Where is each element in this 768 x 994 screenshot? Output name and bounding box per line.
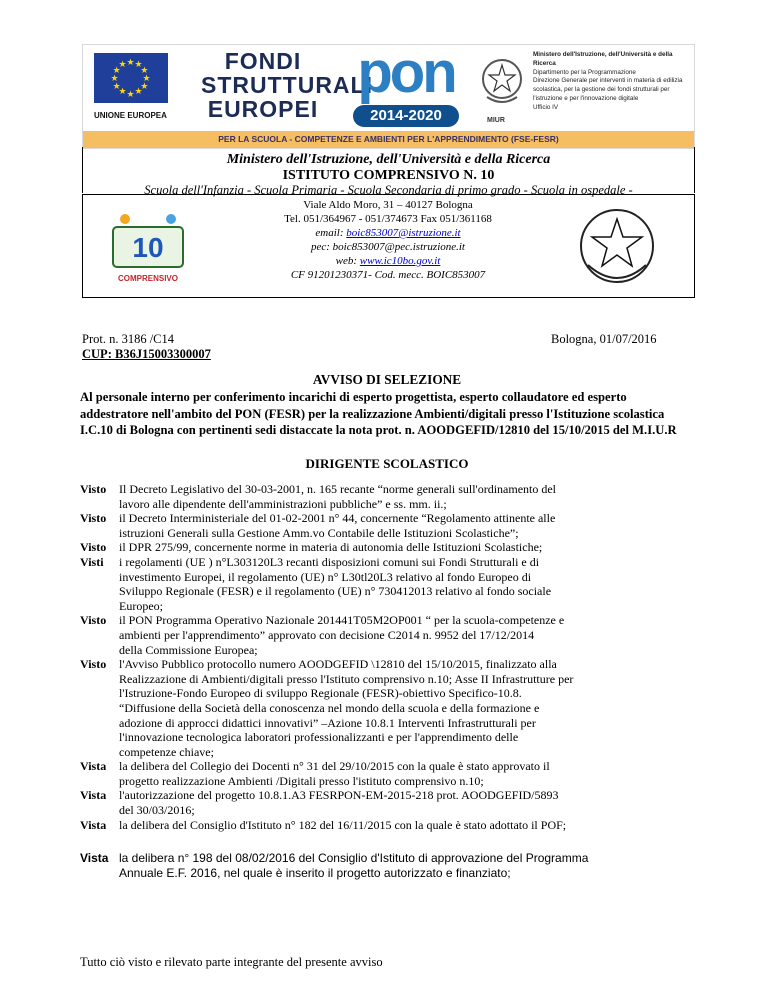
premise-continuation — [80, 584, 700, 599]
protocol-number: Prot. n. 3186 /C14 — [82, 332, 175, 346]
premise-keyword: Visto — [80, 540, 107, 555]
pon-banner — [82, 40, 695, 149]
eu-star-icon: ★ — [126, 56, 135, 67]
pon-years: 2014-2020 — [353, 105, 459, 127]
eu-star-icon: ★ — [112, 80, 121, 91]
premise-item — [80, 818, 700, 833]
document-subject: Al personale interno per conferimento incarichi di esperto progettista, esperto collaudatore ed esperto addestratore nell'ambito del PON (FESR) per la realizzazione Ambienti/digitali presso l'Istituzione scolastica I.C.10 di Bologna con pertinenti sedi distaccate la nota prot. n. AOODGEFID/12810 del 15/10/2015 del M.I.U.R — [80, 390, 677, 438]
premise-text: il Decreto Interministeriale del 01-02-2001 n° 44, concernente “Regolamento attinente alle — [119, 511, 556, 526]
institute-name: ISTITUTO COMPRENSIVO N. 10 — [282, 168, 495, 183]
premise-text: Realizzazione di Ambienti/digitali presso l'Istituto comprensivo n.10; Asse II Infrastrutture per — [119, 671, 574, 686]
premise-text: della Commissione Europea; — [119, 642, 258, 657]
ministry-title: Ministero dell'Istruzione, dell'Università e della Ricerca — [226, 152, 551, 167]
premise-continuation — [80, 730, 700, 745]
premise-continuation — [80, 745, 700, 760]
premise-text: del 30/03/2016; — [119, 803, 195, 818]
web-link[interactable]: www.ic10bo.gov.it — [359, 255, 441, 267]
italian-emblem-icon — [479, 53, 525, 109]
premise-continuation — [80, 497, 700, 512]
premise-continuation — [80, 686, 700, 701]
institute-header — [82, 147, 695, 197]
premise-item — [80, 511, 700, 526]
premise-text: investimento Europei, il regolamento (UE) n° L30tl20L3 relativo al fondo Europeo di — [119, 569, 532, 584]
cf-line: CF 91201230371- Cod. mecc. BOIC853007 — [290, 269, 486, 281]
premise-text: progetto realizzazione Ambienti /Digitali presso l'istituto comprensivo n.10; — [119, 773, 484, 788]
premise-text: Annuale E.F. 2016, nel quale è inserito il progetto autorizzato e finanziato; — [119, 865, 511, 880]
email-link[interactable]: boic853007@istruzione.it — [346, 227, 461, 239]
premise-item — [80, 555, 700, 570]
premise-item — [80, 759, 700, 774]
premise-text: la delibera del Consiglio d'Istituto n° 182 del 16/11/2015 con la quale è stato adottato il POF; — [119, 817, 567, 832]
premise-continuation — [80, 774, 700, 789]
miur-label: MIUR — [487, 117, 505, 124]
banner-strip: PER LA SCUOLA - COMPETENZE E AMBIENTI PER L'APPRENDIMENTO (FSE-FESR) — [83, 131, 694, 148]
ministry-department-text: Ministero dell'Istruzione, dell'Università e della Ricerca Dipartimento per la Programmazione Direzione Generale per interventi in materia di edilizia scolastica, per la gestione dei fondi strutturali per l'istruzione e per l'innovazione digitale Ufficio IV — [533, 51, 683, 111]
italian-republic-emblem-icon — [576, 205, 658, 287]
closing-text: Tutto ciò visto e rilevato parte integrante del presente avviso — [80, 955, 383, 969]
document-date: Bologna, 01/07/2016 — [551, 332, 657, 346]
premise-item — [80, 657, 700, 672]
premise-continuation — [80, 866, 700, 881]
premise-item — [80, 482, 700, 497]
premise-text: l'autorizzazione del progetto 10.8.1.A3 FESRPON-EM-2015-218 prot. AOODGEFID/5893 — [119, 788, 559, 803]
premise-keyword: Visto — [80, 482, 107, 496]
premise-item — [80, 851, 700, 866]
email-line: email: boic853007@istruzione.it — [315, 227, 461, 239]
premises-list — [80, 482, 700, 880]
premise-text: l'innovazione tecnologica laboratori professionalizzanti e per l'apprendimento delle — [119, 730, 519, 745]
eu-star-icon: ★ — [112, 64, 121, 75]
premise-keyword: Visti — [80, 554, 104, 569]
premise-text: l'Avviso Pubblico protocollo numero AOODGEFID \12810 del 15/10/2015, finalizzato alla — [119, 657, 557, 672]
premise-text: competenze chiave; — [119, 744, 214, 759]
eu-flag-icon — [94, 53, 168, 103]
document-title: AVVISO DI SELEZIONE — [312, 372, 462, 387]
eu-star-icon: ★ — [118, 58, 127, 69]
premise-text: i regolamenti (UE ) n°L303120L3 recanti disposizioni comuni sui Fondi Strutturali e di — [119, 554, 540, 569]
school-logo-icon — [105, 205, 191, 291]
premise-text: Europeo; — [119, 598, 163, 613]
eu-star-icon: ★ — [140, 64, 149, 75]
eu-label: UNIONE EUROPEA — [94, 111, 167, 120]
premise-text: ambienti per l'apprendimento” approvato con decisione C2014 n. 9952 del 17/12/2014 — [119, 627, 535, 642]
web-line: web: www.ic10bo.gov.it — [335, 255, 441, 267]
dirigente-heading: DIRIGENTE SCOLASTICO — [305, 456, 469, 471]
eu-star-icon: ★ — [140, 80, 149, 91]
cup-code: CUP: B36J15003300007 — [82, 347, 211, 361]
premise-text: lavoro alle dipendente dell'amministrazioni pubbliche” e ss. mm. ii.; — [119, 496, 447, 511]
premise-continuation — [80, 643, 700, 658]
svg-text:10: 10 — [132, 232, 164, 263]
premise-keyword: Visto — [80, 613, 107, 628]
eu-star-icon: ★ — [110, 72, 119, 83]
premise-keyword: Vista — [80, 817, 107, 832]
premise-keyword: Vista — [80, 851, 109, 866]
pon-logo: pon 2014-2020 — [341, 47, 471, 131]
eu-star-icon: ★ — [118, 86, 127, 97]
premise-text: “Diffusione della Società della conoscenza nel mondo della scuola e della formazione e — [119, 700, 540, 715]
premise-continuation — [80, 803, 700, 818]
premise-text: istruzioni Generali sulla Gestione Amm.vo Contabile delle Istituzioni Scolastiche”; — [119, 525, 519, 540]
premise-continuation — [80, 672, 700, 687]
address: Viale Aldo Moro, 31 – 40127 Bologna — [303, 199, 473, 211]
school-types: Scuola dell'Infanzia - Scuola Primaria - Scuola Secondaria di primo grado - Scuola in ospedale - — [144, 183, 633, 197]
contact-info — [213, 198, 563, 282]
premise-continuation — [80, 599, 700, 614]
premise-continuation — [80, 570, 700, 585]
premise-item — [80, 540, 700, 555]
eu-star-icon: ★ — [126, 88, 135, 99]
premise-keyword: Visto — [80, 657, 107, 672]
contact-box — [82, 194, 695, 298]
premise-text: il PON Programma Operativo Nazionale 201441T05M2OP001 “ per la scuola-competenze e — [119, 613, 565, 628]
premise-text: la delibera n° 198 del 08/02/2016 del Consiglio d'Istituto di approvazione del Programma — [119, 851, 589, 866]
premise-continuation — [80, 628, 700, 643]
premise-text: Il Decreto Legislativo del 30-03-2001, n. 165 recante “norme generali sull'ordinamento del — [119, 482, 557, 496]
premise-item — [80, 613, 700, 628]
premise-continuation — [80, 716, 700, 731]
fondi-strutturali-logo: FONDI STRUTTURALI EUROPEI — [201, 48, 373, 122]
premise-text: il DPR 275/99, concernente norme in materia di autonomia delle Istituzioni Scolastiche; — [119, 540, 543, 555]
phone: Tel. 051/364967 - 051/374673 Fax 051/361168 — [284, 213, 492, 225]
premise-continuation — [80, 526, 700, 541]
premise-keyword: Visto — [80, 511, 107, 526]
svg-text:COMPRENSIVO: COMPRENSIVO — [117, 274, 179, 283]
premise-text: adozione di approcci didattici innovativi” –Azione 10.8.1 Interventi Infrastrutturali per — [119, 715, 536, 730]
pec-line: pec: boic853007@pec.istruzione.it — [310, 241, 465, 253]
eu-star-icon: ★ — [134, 86, 143, 97]
eu-star-icon: ★ — [134, 58, 143, 69]
premise-item — [80, 788, 700, 803]
premise-text: l'Istruzione-Fondo Europeo di sviluppo Regionale (FESR)-obiettivo Specifico-10.8. — [119, 686, 522, 701]
premise-keyword: Vista — [80, 759, 107, 774]
premise-text: la delibera del Collegio dei Docenti n° 31 del 29/10/2015 con la quale è stato approvato il — [119, 759, 550, 774]
eu-star-icon: ★ — [142, 72, 151, 83]
premise-continuation — [80, 701, 700, 716]
premise-text: Sviluppo Regionale (FESR) e il regolamento (UE) n° 730412013 relativo al fondo sociale — [119, 584, 552, 599]
premise-keyword: Vista — [80, 788, 107, 803]
